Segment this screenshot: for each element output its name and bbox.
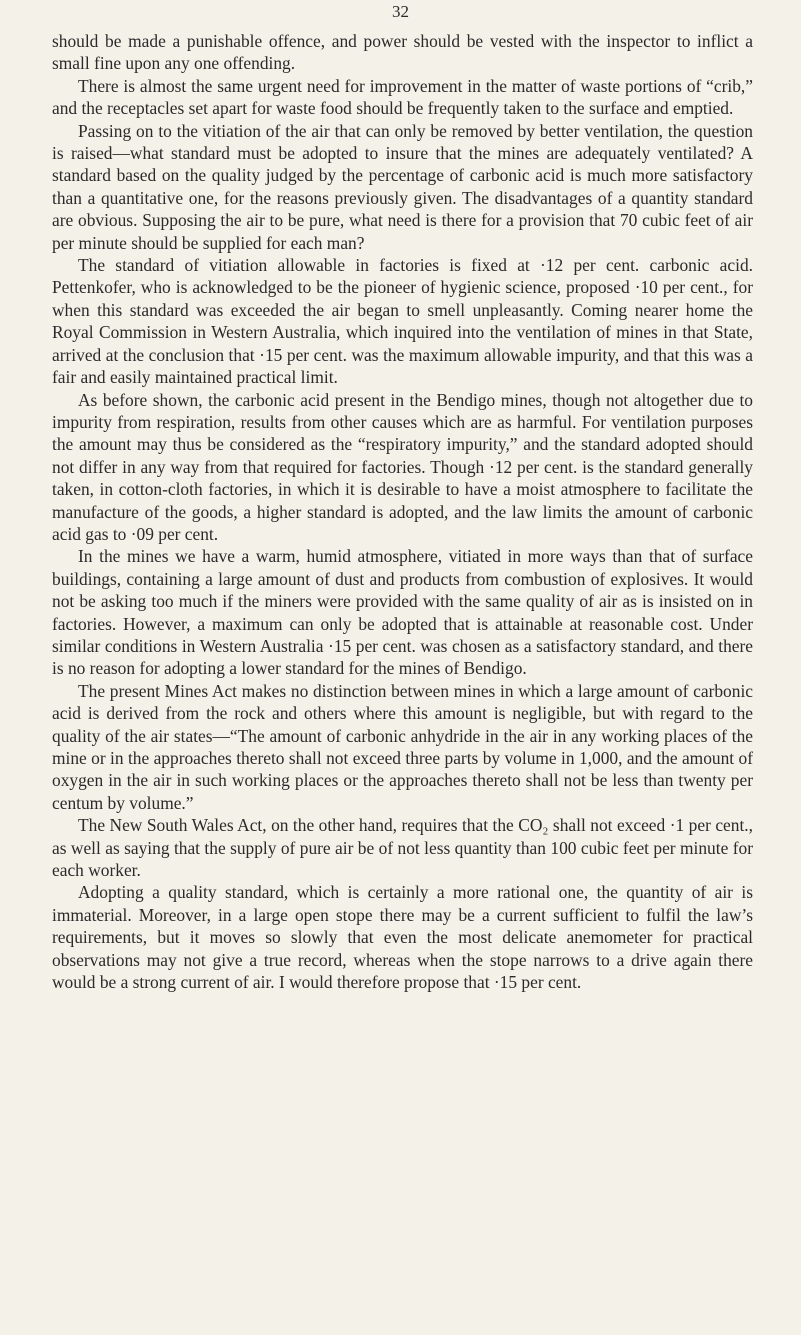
paragraph: Passing on to the vitiation of the air that can only be removed by better ventilation, the question is raised—what standard must be adopted to insure that the mines are adequately ventilated? A standard based on the quality judged by the percentage of carbonic acid is much more satisfactory than a quantitative one, for the reasons previously given. The disadvantages of a quantity standard are obvious. Supposing the air to be pure, what need is there for a provision that 70 cubic feet of air per minute should be supplied for each man? xyxy=(52,120,753,253)
paragraph: The present Mines Act makes no distinction between mines in which a large amount of carbonic acid is derived from the rock and others where this amount is negligible, but with regard to the quality of the air states—“The amount of carbonic anhydride in the air in any working places of the mine or in the approaches thereto shall not exceed three parts by volume in 1,000, and the amount of oxygen in the air in such working places or the approaches thereto shall not be less than twenty per centum by volume.” xyxy=(52,680,753,813)
paragraph: Adopting a quality standard, which is certainly a more rational one, the quantity of air is immaterial. Moreover, in a large open stope there may be a current sufficient to fulfil the law’s requirements, but it moves so slowly that even the most delicate anemometer for practical observations may not give a true record, whereas when the stope narrows to a drive again there would be a strong current of air. I would therefore propose that ·15 per cent. xyxy=(52,882,753,993)
paragraph: There is almost the same urgent need for improvement in the matter of waste portions of “crib,” and the receptacles set apart for waste food should be frequently taken to the surface and emptied. xyxy=(52,75,753,119)
paragraph: The standard of vitiation allowable in factories is fixed at ·12 per cent. carbonic acid. Pettenkofer, who is acknowledged to be the pioneer of hygienic science, proposed ·10 per cent., for when this standard was exceeded the air began to smell unpleasantly. Coming nearer home the Royal Commission in Western Australia, which inquired into the ventilation of mines in that State, arrived at the conclusion that ·15 per cent. was the maximum allowable impurity, and that this was a fair and easily maintained practical limit. xyxy=(52,255,753,388)
paragraph: should be made a punishable offence, and power should be vested with the inspector to inflict a small fine upon any one offending. xyxy=(52,31,753,74)
paragraph: The New South Wales Act, on the other hand, requires that the CO₂ shall not exceed ·1 per cent., as well as saying that the supply of pure air be of not less quantity than 100 cubic feet per minute for each worker. xyxy=(52,815,753,881)
body-text xyxy=(52,30,753,993)
paragraph: As before shown, the carbonic acid present in the Bendigo mines, though not altogether due to impurity from respiration, results from other causes which are as harmful. For ventilation purposes the amount may thus be considered as the “respiratory impurity,” and the standard adopted should not differ in any way from that required for factories. Though ·12 per cent. is the standard generally taken, in cotton-cloth factories, in which it is desirable to have a moist atmosphere to facilitate the manufacture of the goods, a higher standard is adopted, and the law limits the amount of carbonic acid gas to ·09 per cent. xyxy=(52,389,753,544)
paragraph: In the mines we have a warm, humid atmosphere, vitiated in more ways than that of surface buildings, containing a large amount of dust and products from combustion of explosives. It would not be asking too much if the miners were provided with the same quality of air as is insisted on in factories. However, a maximum can only be adopted that is attainable at reasonable cost. Under similar conditions in Western Australia ·15 per cent. was chosen as a satisfactory standard, and there is no reason for adopting a lower standard for the mines of Bendigo. xyxy=(52,546,753,679)
page-number: 32 xyxy=(392,2,409,21)
